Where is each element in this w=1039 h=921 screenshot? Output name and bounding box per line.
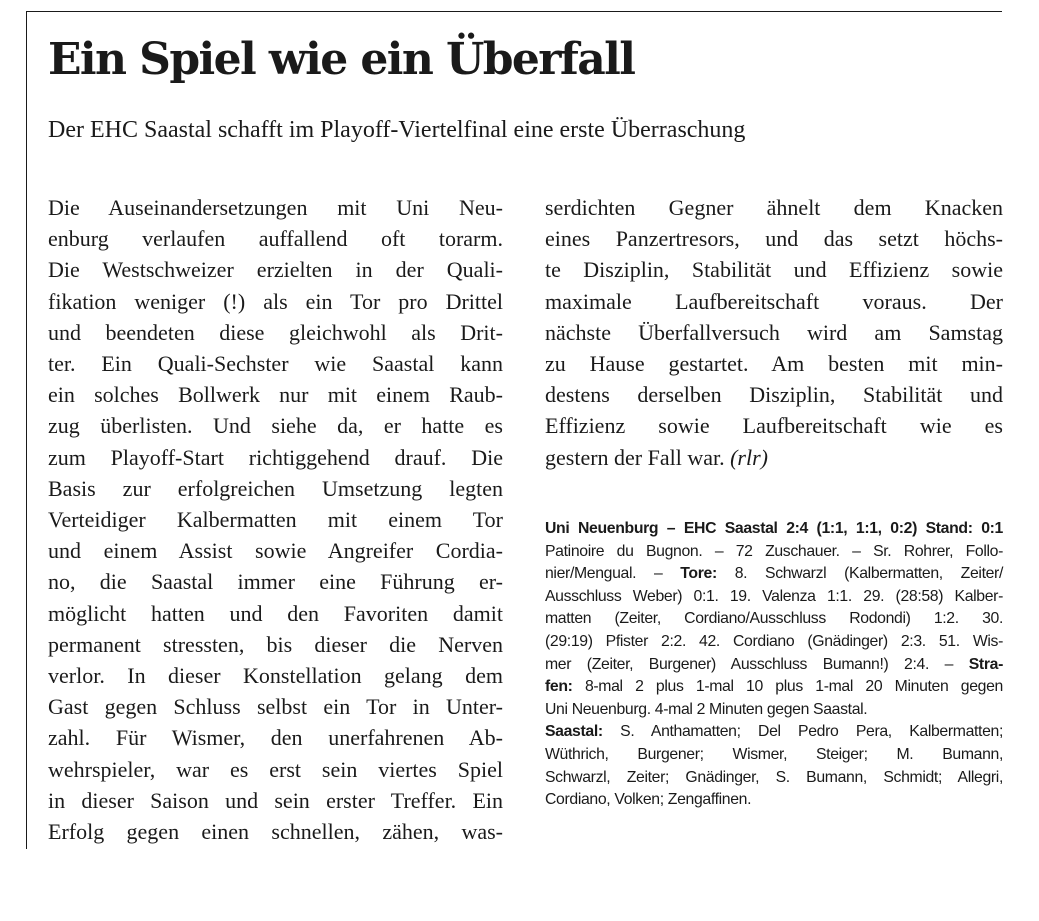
body-line: fikation weniger (!) als ein Tor pro Drittel — [48, 288, 503, 314]
body-line: und einem Assist sowie Angreifer Cordia- — [48, 538, 503, 564]
factbox-goals-first: 8. Schwarzl (Kalbermatten, Zeiter/ — [734, 565, 1003, 583]
body-line: te Disziplin, Stabilität und Effizienz sowie — [545, 257, 1003, 283]
body-line: möglicht hatten und den Favoriten damit — [48, 600, 503, 626]
body-line: verlor. In dieser Konstellation gelang dem — [48, 663, 503, 689]
body-line: ter. Ein Quali-Sechster wie Saastal kann — [48, 351, 503, 377]
body-last-line — [545, 442, 1003, 473]
factbox-lineup-start — [545, 721, 1003, 744]
body-line: maximale Laufbereitschaft voraus. Der — [545, 288, 1003, 314]
body-line: Die Auseinandersetzungen mit Uni Neu- — [48, 195, 503, 220]
headline: Ein Spiel wie ein Überfall — [48, 34, 635, 85]
body-line: Verteidiger Kalbermatten mit einem Tor — [48, 507, 503, 533]
left-divider — [26, 11, 27, 849]
body-line: wehrspieler, war es erst sein viertes Spiel — [48, 756, 503, 782]
factbox-game-header: Uni Neuenburg – EHC Saastal 2:4 (1:1, 1:1, 0:2) Stand: 0:1 — [545, 520, 1003, 537]
body-column-1 — [48, 192, 503, 847]
body-line: nächste Überfallversuch wird am Samstag — [545, 319, 1003, 345]
factbox-lineup-line: Wüthrich, Burgener; Wismer, Steiger; M. Bumann, — [545, 745, 1003, 763]
top-divider — [26, 11, 1002, 12]
factbox-lineup-line: Schwarzl, Zeiter; Gnädinger, S. Bumann, Schmidt; Allegri, — [545, 768, 1003, 786]
body-line: Effizienz sowie Laufbereitschaft wie es — [545, 413, 1003, 439]
body-line: Erfolg gegen einen schnellen, zähen, was- — [48, 819, 503, 845]
factbox-goals-start — [545, 563, 1003, 586]
factbox-penalties-label-end: fen: — [545, 678, 573, 696]
factbox-penalties — [545, 676, 1003, 699]
author-tag: (rlr) — [730, 444, 768, 470]
factbox-goals-line: Ausschluss Weber) 0:1. 19. Valenza 1:1. 29. (28:58) Kalber- — [545, 587, 1003, 605]
body-line: destens derselben Disziplin, Stabilität und — [545, 382, 1003, 408]
factbox-goals-line: (29:19) Pfister 2:2. 42. Cordiano (Gnädinger) 2:3. 51. Wis- — [545, 632, 1003, 650]
body-line: zahl. Für Wismer, den unerfahrenen Ab- — [48, 725, 503, 751]
body-column-2 — [545, 192, 1003, 473]
game-factbox — [545, 518, 1003, 812]
body-line: Gast gegen Schluss selbst ein Tor in Unter- — [48, 694, 503, 720]
body-line: no, die Saastal immer eine Führung er- — [48, 569, 503, 595]
body-line: serdichten Gegner ähnelt dem Knacken — [545, 195, 1003, 220]
body-line: in dieser Saison und sein erster Treffer. Ein — [48, 787, 503, 813]
body-line: und beendeten diese gleichwohl als Drit- — [48, 319, 503, 345]
body-line: permanent stressten, bis dieser die Nerven — [48, 631, 503, 657]
body-line: Basis zur erfolgreichen Umsetzung legten — [48, 475, 503, 501]
factbox-lineup-first: S. Anthamatten; Del Pedro Pera, Kalbermatten; — [620, 723, 1003, 741]
factbox-goals-last: mer (Zeiter, Burgener) Ausschluss Bumann!) 2:4. – — [545, 655, 954, 673]
body-line: Die Westschweizer erzielten in der Quali- — [48, 257, 503, 283]
body-last-text: gestern der Fall war. — [545, 444, 725, 470]
body-line: ein solches Bollwerk nur mit einem Raub- — [48, 382, 503, 408]
body-line: enburg verlaufen auffallend oft torarm. — [48, 226, 503, 252]
factbox-lineup-line: Cordiano, Volken; Zengaffinen. — [545, 791, 752, 809]
body-line: zug überlisten. Und siehe da, er hatte es — [48, 413, 503, 439]
factbox-referees: nier/Mengual. – — [545, 565, 663, 583]
factbox-penalties-label-start: Stra- — [968, 655, 1003, 673]
factbox-goals-line: matten (Zeiter, Cordiano/Ausschluss Rodondi) 1:2. 30. — [545, 610, 1003, 628]
factbox-goals-label: Tore: — [680, 565, 717, 583]
subheadline: Der EHC Saastal schafft im Playoff-Viertelfinal eine erste Überraschung — [48, 117, 746, 143]
factbox-lineup-label: Saastal: — [545, 723, 603, 741]
body-line: zum Playoff-Start richtiggehend drauf. Die — [48, 444, 503, 470]
body-line: eines Panzertresors, und das setzt höchs- — [545, 226, 1003, 252]
factbox-penalties-first: 8-mal 2 plus 1-mal 10 plus 1-mal 20 Minuten gegen — [584, 678, 1003, 696]
body-line: zu Hause gestartet. Am besten mit min- — [545, 351, 1003, 377]
factbox-venue: Patinoire du Bugnon. – 72 Zuschauer. – Sr. Rohrer, Follo- — [545, 542, 1003, 560]
factbox-penalties-last: Uni Neuenburg. 4-mal 2 Minuten gegen Saastal. — [545, 700, 868, 718]
factbox-goals-end — [545, 654, 1003, 677]
